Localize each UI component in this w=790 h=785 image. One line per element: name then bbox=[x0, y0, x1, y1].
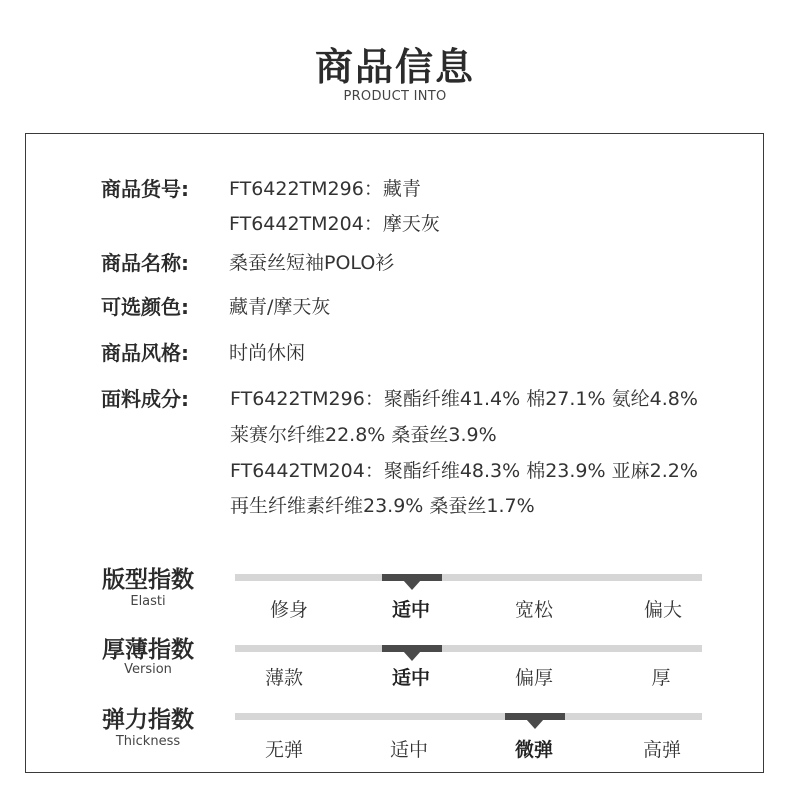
fabric-line: 莱赛尔纤维22.8% 桑蚕丝3.9% bbox=[230, 424, 497, 446]
item-no-label: 商品货号: bbox=[101, 177, 189, 201]
fit-index-track bbox=[235, 574, 702, 581]
item-no-value-2: FT6442TM204：摩天灰 bbox=[229, 213, 440, 235]
fit-option: 宽松 bbox=[514, 599, 553, 621]
thickness-index-subtitle: Version bbox=[124, 662, 172, 677]
product-name-value: 桑蚕丝短袖POLO衫 bbox=[229, 252, 395, 274]
style-value: 时尚休闲 bbox=[229, 342, 306, 364]
fabric-line: FT6442TM204：聚酯纤维48.3% 棉23.9% 亚麻2.2% bbox=[230, 460, 698, 482]
fit-option: 偏大 bbox=[643, 599, 682, 621]
thickness-index-title: 厚薄指数 bbox=[102, 637, 194, 663]
page-title: 商品信息 bbox=[314, 45, 475, 89]
elasticity-index-track bbox=[235, 713, 702, 720]
style-label: 商品风格: bbox=[101, 341, 189, 365]
fabric-label: 面料成分: bbox=[101, 387, 189, 411]
page-subtitle: PRODUCT INTO bbox=[343, 89, 447, 104]
thickness-option: 偏厚 bbox=[514, 667, 553, 689]
elasticity-index-subtitle: Thickness bbox=[115, 734, 181, 749]
fit-option: 修身 bbox=[269, 599, 308, 621]
fit-index-title: 版型指数 bbox=[102, 567, 194, 593]
fit-index-subtitle: Elasti bbox=[130, 594, 166, 609]
elasticity-option: 高弹 bbox=[642, 739, 681, 761]
colors-value: 藏青/摩天灰 bbox=[229, 296, 331, 318]
elasticity-option: 无弹 bbox=[264, 739, 303, 761]
fabric-line: 再生纤维素纤维23.9% 桑蚕丝1.7% bbox=[230, 495, 535, 517]
thickness-option: 薄款 bbox=[264, 667, 303, 689]
product-name-label: 商品名称: bbox=[101, 251, 189, 275]
fabric-line: FT6422TM296：聚酯纤维41.4% 棉27.1% 氨纶4.8% bbox=[230, 388, 698, 410]
item-no-value-1: FT6422TM296：藏青 bbox=[229, 178, 421, 200]
colors-label: 可选颜色: bbox=[101, 295, 189, 319]
elasticity-index-title: 弹力指数 bbox=[102, 707, 194, 733]
thickness-index-pointer-icon bbox=[403, 651, 421, 661]
thickness-option: 厚 bbox=[651, 667, 671, 689]
elasticity-index-pointer-icon bbox=[526, 719, 544, 729]
fit-option-selected: 适中 bbox=[391, 599, 430, 621]
elasticity-option-selected: 微弹 bbox=[514, 739, 553, 761]
elasticity-option: 适中 bbox=[389, 739, 428, 761]
thickness-index-track bbox=[235, 645, 702, 652]
fit-index-pointer-icon bbox=[403, 580, 421, 590]
thickness-option-selected: 适中 bbox=[391, 667, 430, 689]
